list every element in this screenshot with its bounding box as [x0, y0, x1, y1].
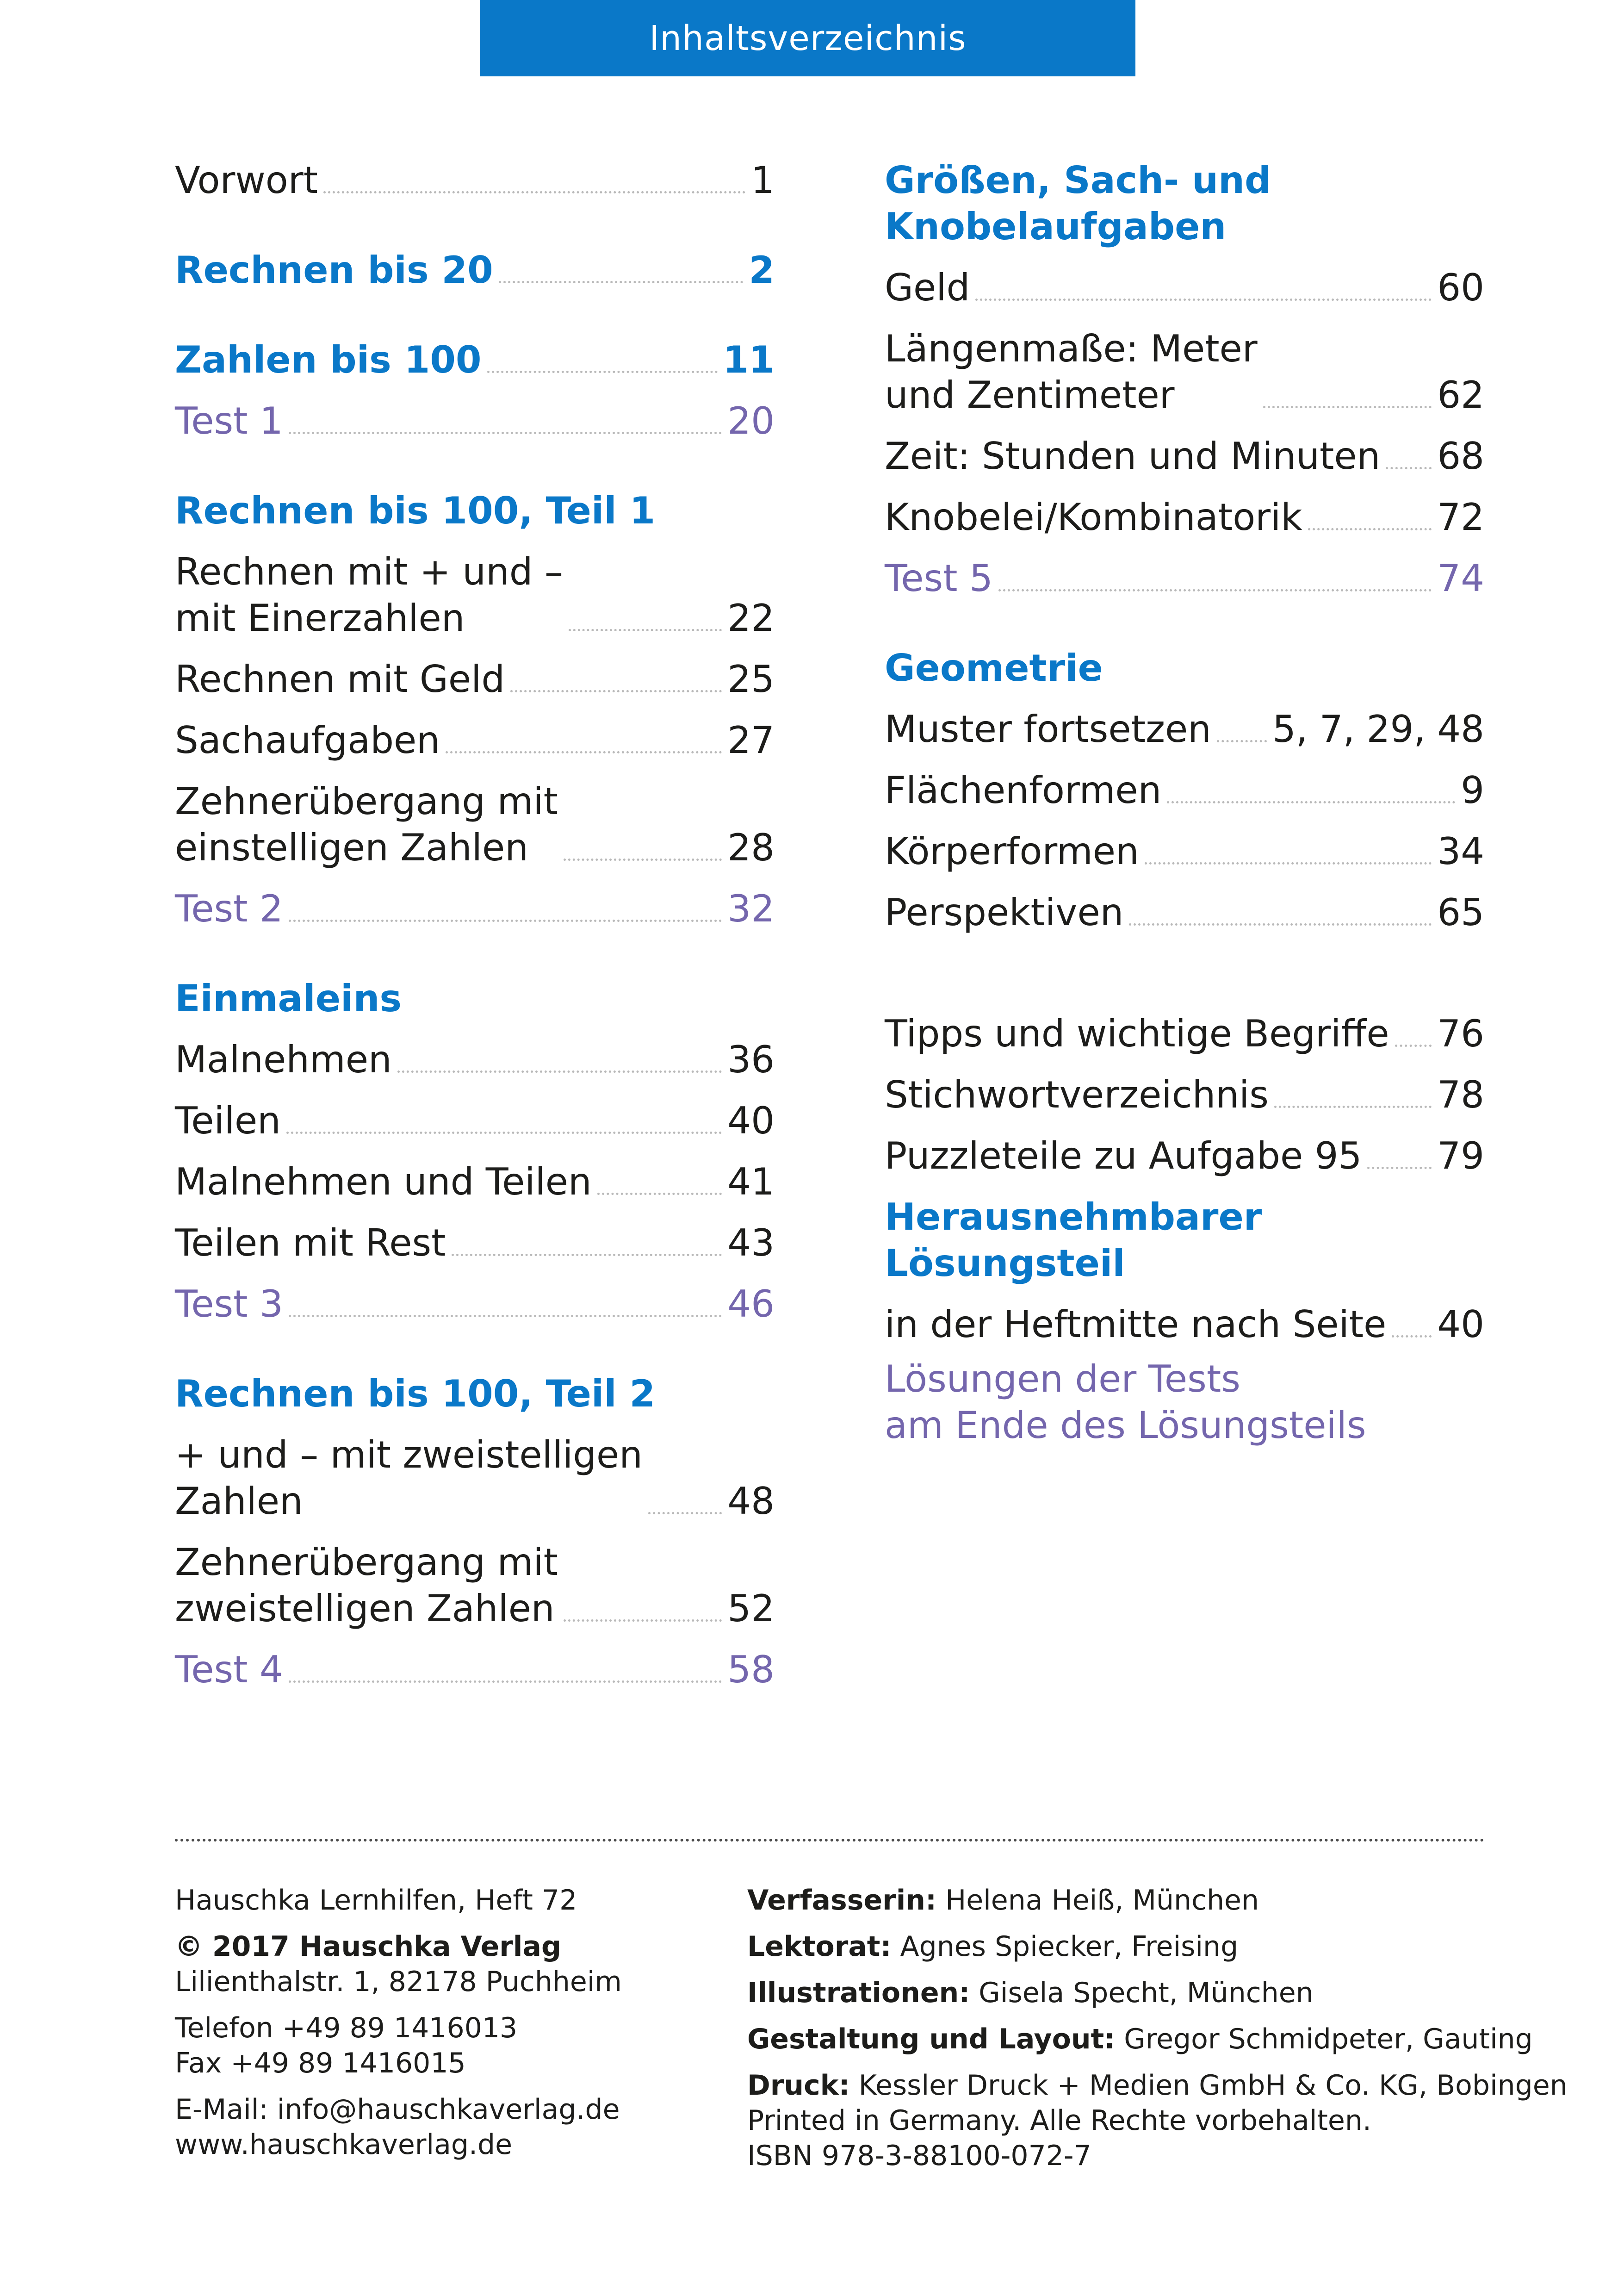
toc-entry-label: in der Heftmitte nach Seite [885, 1303, 1387, 1346]
toc-entry-page: 25 [727, 658, 775, 701]
dot-leader [397, 1070, 722, 1073]
toc-entry[interactable] [175, 1432, 775, 1524]
dot-leader [1167, 801, 1455, 803]
dot-leader [1263, 406, 1432, 408]
toc-left-column [175, 157, 775, 1708]
dot-leader [1274, 1106, 1432, 1108]
dot-leader [648, 1512, 722, 1514]
toc-section-label: Zahlen bis 100 [175, 338, 482, 381]
toc-entry-label: + und – mit zweistelligen Zahlen [175, 1433, 643, 1523]
toc-entry-page: 27 [727, 719, 775, 762]
toc-entry[interactable] [885, 890, 1484, 936]
dot-leader [1392, 1335, 1432, 1338]
toc-entry-label: Sachaufgaben [175, 719, 440, 762]
toc-entry-page: 40 [727, 1099, 775, 1142]
dot-leader [1395, 1045, 1432, 1047]
section-title-geometrie: Geometrie [885, 647, 1103, 690]
dot-leader [499, 281, 744, 283]
toc-entry[interactable] [885, 265, 1484, 311]
toc-entry-page: 62 [1437, 373, 1484, 417]
dot-leader [452, 1254, 722, 1256]
toc-entry[interactable] [885, 767, 1484, 814]
page-title: Inhaltsverzeichnis [649, 18, 967, 58]
rights-notice: Printed in Germany. Alle Rechte vorbehalten. [747, 2104, 1371, 2137]
toc-entry-label: Muster fortsetzen [885, 708, 1211, 751]
toc-entry[interactable] [885, 706, 1484, 753]
toc-entry-page: 68 [1437, 435, 1484, 478]
section-title-einmaleins: Einmaleins [175, 977, 402, 1020]
dot-leader [286, 1132, 722, 1134]
toc-entry-label: Längenmaße: Meter und Zentimeter [885, 327, 1258, 417]
toc-section-label: Rechnen bis 20 [175, 249, 493, 292]
dot-leader [564, 859, 722, 861]
toc-test-page: 32 [727, 887, 775, 930]
footer-publisher [175, 1883, 721, 2173]
copyright: © 2017 Hauschka Verlag [175, 1930, 561, 1963]
toc-section-rechnen-bis-20[interactable] [175, 247, 775, 293]
credit-role: Lektorat: [747, 1930, 892, 1963]
toc-test-page: 74 [1437, 557, 1484, 600]
toc-entry[interactable] [175, 1220, 775, 1266]
toc-entry-page: 34 [1437, 830, 1484, 873]
toc-entry-page: 22 [727, 597, 775, 640]
toc-entry-label: Rechnen mit Geld [175, 658, 505, 701]
toc-entry[interactable] [175, 549, 775, 641]
dot-leader [1386, 467, 1432, 469]
toc-entry-page: 9 [1461, 769, 1484, 812]
toc-entry-page: 40 [1437, 1303, 1484, 1346]
dot-leader [1367, 1167, 1432, 1169]
toc-test-page: 46 [727, 1282, 775, 1325]
toc-entry-label: Knobelei/Kombinatorik [885, 496, 1302, 539]
toc-entry-page: 60 [1437, 266, 1484, 309]
dot-leader [597, 1193, 722, 1195]
toc-test-5[interactable] [885, 555, 1484, 602]
section-title-groessen: Größen, Sach- und Knobelaufgaben [885, 159, 1271, 248]
toc-entry-label: Zehnerübergang mit zweistelligen Zahlen [175, 1541, 558, 1630]
toc-entry[interactable] [175, 778, 775, 871]
toc-entry-label: Teilen mit Rest [175, 1221, 446, 1264]
dot-leader [323, 191, 745, 193]
dot-leader [289, 1680, 722, 1683]
toc-test-label: Test 2 [175, 887, 283, 930]
toc-entry[interactable] [885, 433, 1484, 479]
toc-entry[interactable] [885, 828, 1484, 875]
toc-entry-page: 79 [1437, 1134, 1484, 1177]
dot-leader [1129, 923, 1432, 926]
toc-entry-tipps[interactable] [885, 1011, 1484, 1057]
toc-entry-label: Malnehmen [175, 1038, 392, 1081]
credit-role: Gestaltung und Layout: [747, 2023, 1116, 2055]
toc-test-4[interactable] [175, 1647, 775, 1693]
credit-role: Verfasserin: [747, 1884, 937, 1916]
dot-leader [998, 589, 1432, 591]
toc-test-3[interactable] [175, 1281, 775, 1327]
credit-line [747, 1975, 1497, 2010]
dot-leader [975, 299, 1432, 301]
toc-right-column [885, 157, 1484, 1449]
toc-entry-label: Teilen [175, 1099, 281, 1142]
toc-test-label: Test 5 [885, 557, 993, 600]
credit-line [747, 2068, 1568, 2103]
toc-entry-page: 36 [727, 1038, 775, 1081]
toc-test-page: 58 [727, 1648, 775, 1691]
toc-section-zahlen-bis-100[interactable] [175, 337, 775, 383]
credit-line [747, 1929, 1497, 1964]
toc-entry-puzzleteile[interactable] [885, 1133, 1484, 1179]
dot-leader [569, 629, 722, 631]
dot-leader [1217, 740, 1267, 742]
dot-leader [289, 1315, 722, 1317]
credit-role: Druck: [747, 2069, 850, 2102]
toc-entry-page: 78 [1437, 1073, 1484, 1116]
toc-entry-label: Malnehmen und Teilen [175, 1160, 592, 1203]
toc-entry-page: 5, 7, 29, 48 [1272, 708, 1484, 751]
loesungen-note: Lösungen der Tests am Ende des Lösungsteils [885, 1357, 1366, 1447]
footer-divider [175, 1839, 1484, 1842]
toc-entry-page: 1 [751, 159, 775, 202]
toc-entry-vorwort[interactable] [175, 157, 775, 204]
toc-entry-page: 72 [1437, 496, 1484, 539]
toc-entry-label: Zehnerübergang mit einstelligen Zahlen [175, 780, 558, 869]
credit-name: Gregor Schmidpeter, Gauting [1115, 2023, 1533, 2055]
credit-role: Illustrationen: [747, 1977, 970, 2009]
dot-leader [289, 920, 722, 922]
toc-entry-page: 76 [1437, 1012, 1484, 1055]
series-info: Hauschka Lernhilfen, Heft 72 [175, 1884, 577, 1916]
toc-entry-label: Vorwort [175, 159, 318, 202]
section-title-teil-2: Rechnen bis 100, Teil 2 [175, 1372, 656, 1415]
toc-entry-page: 52 [727, 1587, 775, 1630]
phone: Telefon +49 89 1416013 [175, 2012, 518, 2044]
dot-leader [446, 751, 722, 753]
toc-entry-label: Puzzleteile zu Aufgabe 95 [885, 1134, 1362, 1177]
website-link[interactable]: www.hauschkaverlag.de [175, 2128, 513, 2161]
toc-entry[interactable] [175, 656, 775, 703]
dot-leader [1308, 528, 1432, 530]
credit-name: Agnes Spiecker, Freising [891, 1930, 1239, 1963]
toc-entry-label: Rechnen mit + und – mit Einerzahlen [175, 550, 563, 640]
toc-section-page: 2 [749, 249, 775, 292]
toc-entry[interactable] [175, 1539, 775, 1632]
dot-leader [510, 690, 722, 692]
header-bar [480, 0, 1135, 76]
toc-entry-label: Flächenformen [885, 769, 1162, 812]
toc-entry-page: 41 [727, 1160, 775, 1203]
credit-name: Gisela Specht, München [970, 1977, 1314, 2009]
footer-credits [747, 1883, 1568, 2184]
dot-leader [487, 371, 718, 373]
toc-test-2[interactable] [175, 886, 775, 932]
toc-entry-page: 48 [727, 1480, 775, 1523]
toc-entry[interactable] [175, 717, 775, 764]
toc-entry[interactable] [175, 1159, 775, 1205]
toc-entry-label: Perspektiven [885, 891, 1124, 934]
section-title-loesungsteil: Herausnehmbarer Lösungsteil [885, 1195, 1262, 1285]
toc-entry-heftmitte[interactable] [885, 1301, 1484, 1348]
toc-entry-stichwortverzeichnis[interactable] [885, 1072, 1484, 1118]
isbn: ISBN 978-3-88100-072-7 [747, 2140, 1091, 2172]
toc-entry-label: Zeit: Stunden und Minuten [885, 435, 1381, 478]
fax: Fax +49 89 1416015 [175, 2047, 466, 2079]
toc-entry-page: 65 [1437, 891, 1484, 934]
toc-test-label: Test 4 [175, 1648, 283, 1691]
publisher-address: Lilienthalstr. 1, 82178 Puchheim [175, 1966, 622, 1998]
toc-entry[interactable] [885, 326, 1484, 418]
dot-leader [564, 1619, 722, 1622]
toc-entry-label: Körperformen [885, 830, 1139, 873]
toc-entry-page: 28 [727, 826, 775, 869]
credit-name: Helena Heiß, München [936, 1884, 1259, 1916]
credit-line [747, 2022, 1533, 2057]
section-title-teil-1: Rechnen bis 100, Teil 1 [175, 489, 656, 532]
toc-entry[interactable] [175, 1098, 775, 1144]
toc-test-label: Test 1 [175, 399, 283, 442]
dot-leader [289, 432, 722, 434]
toc-test-label: Test 3 [175, 1282, 283, 1325]
toc-entry-label: Stichwortverzeichnis [885, 1073, 1269, 1116]
email-link[interactable]: E-Mail: info@hauschkaverlag.de [175, 2093, 620, 2126]
dot-leader [1145, 862, 1432, 865]
toc-entry-label: Geld [885, 266, 970, 309]
credit-name: Kessler Druck + Medien GmbH & Co. KG, Bobingen [849, 2069, 1568, 2102]
toc-entry[interactable] [175, 1037, 775, 1083]
toc-section-page: 11 [723, 338, 775, 381]
toc-test-page: 20 [727, 399, 775, 442]
toc-test-1[interactable] [175, 398, 775, 444]
toc-entry[interactable] [885, 494, 1484, 541]
toc-entry-label: Tipps und wichtige Begriffe [885, 1012, 1389, 1055]
toc-entry-page: 43 [727, 1221, 775, 1264]
credit-line [747, 1883, 1497, 1918]
